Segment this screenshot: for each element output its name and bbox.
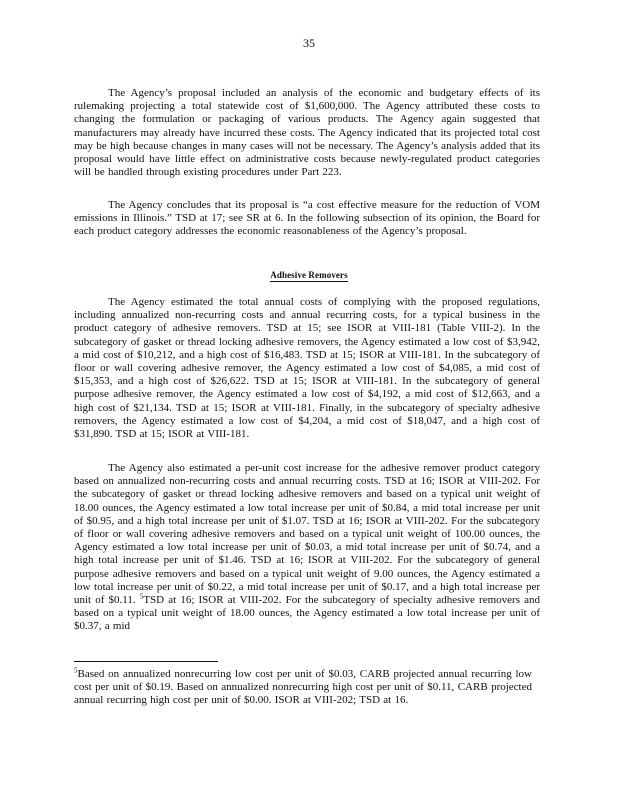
footnote-number: 5 [74,666,78,675]
paragraph-total-annual-costs: The Agency estimated the total annual costs of complying with the proposed regulations, including annualized non-recurring costs and annual recurring costs, for a typical business in the product category of adhesive removers. TSD at 15; see ISOR at VIII-181 (Table VIII-2). In the subcategory of gasket or thread locking adhesive removers, the Agency estimated a low cost of $3,942, a mid cost of $10,212, and a high cost of $16,483. TSD at 15; ISOR at VIII-181. In the subcategory of floor or wall covering adhesive remover, the Agency estimated a low cost of $4,085, a mid cost of $15,353, and a high cost of $26,622. TSD at 15; ISOR at VIII-181. In the subcategory of general purpose adhesive remover, the Agency estimated a low cost of $4,192, a mid cost of $12,663, and a high cost of $21,134. TSD at 15; ISOR at VIII-181. Finally, in the subcategory of specialty adhesive removers, the Agency estimated a low cost of $4,204, a mid cost of $18,047, and a high cost of $31,890. TSD at 15; ISOR at VIII-181. [74,296,540,441]
paragraph-text-before-note: The Agency also estimated a per-unit cost increase for the adhesive remover product category based on annualized non-recurring costs and annual recurring costs. TSD at 16; ISOR at VIII-202. For the subcategory of gasket or thread locking adhesive removers and based on a typical unit weight of 18.00 ounces, the Agency estimated a low total increase per unit of $0.84, a mid total increase per unit of $0.95, and a high total increase per unit of $1.07. TSD at 16; ISOR at VIII-202. For the subcategory of floor or wall covering adhesive removers and based on a typical unit weight of 100.00 ounces, the Agency estimated a low total increase per unit of $0.03, a mid total increase per unit of $0.74, and a high total increase per unit of $1.46. TSD at 16; ISOR at VIII-202. For the subcategory of general purpose adhesive removers and based on a typical unit weight of 9.00 ounces, the Agency estimated a low total increase per unit of $0.22, a mid total increase per unit of $0.17, and a high total increase per unit of $0.11. [74,462,540,607]
paragraph-per-unit-costs [74,462,540,634]
section-heading-text: Adhesive Removers [270,270,348,280]
section-heading [0,269,618,282]
paragraph-text-after-note: TSD at 16; ISOR at VIII-202. For the subcategory of specialty adhesive removers and based on a typical unit weight of 18.00 ounces, the Agency estimated a low total increase per unit of $0.37, a mid [74,594,541,633]
footnote-divider [74,661,218,662]
page-number: 35 [303,36,315,50]
footnote-reference: 5 [139,592,144,601]
paragraph-economic-analysis: The Agency’s proposal included an analysis of the economic and budgetary effects of its rulemaking projecting a total statewide cost of $1,600,000. The Agency attributed these costs to changing the formulation or packaging of various products. The Agency again suggested that manufacturers may already have incurred these costs. The Agency indicated that its projected total cost may be high because changes in many cases will not be necessary. The Agency’s analysis added that its proposal would have little effect on administrative costs because newly-regulated product categories will be handled through existing procedures under Part 223. [74,87,540,179]
paragraph-agency-conclusion: The Agency concludes that its proposal is “a cost effective measure for the reduction of VOM emissions in Illinois.” TSD at 17; see SR at 6. In the following subsection of its opinion, the Board for each product category addresses the economic reasonableness of the Agency’s proposal. [74,199,540,238]
footnote-text: Based on annualized nonrecurring low cost per unit of $0.03, CARB projected annual recurring low cost per unit of $0.19. Based on annualized nonrecurring high cost per unit of $0.11, CARB projected annual recurring high cost per unit of $0.00. ISOR at VIII-202; TSD at 16. [74,668,532,707]
footnote [74,668,532,708]
